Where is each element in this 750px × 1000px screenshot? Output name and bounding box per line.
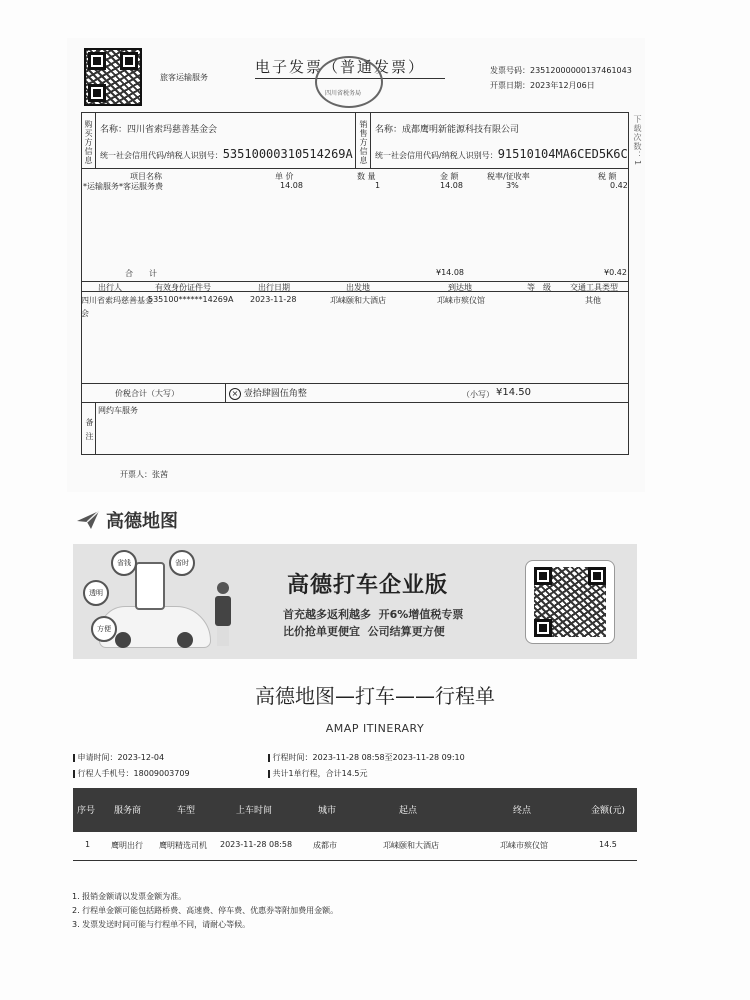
download-count: 下载次数：1 xyxy=(633,115,642,167)
itinerary-subtitle: AMAP ITINERARY xyxy=(325,722,425,735)
th-amount: 金额(元) xyxy=(591,806,626,816)
invoice-category: 旅客运输服务 xyxy=(160,73,208,82)
note-1: 1. 报销金额请以发票金额为准。 xyxy=(72,892,187,901)
th-index: 序号 xyxy=(77,806,96,816)
row-destination: 邛崃市殡仪馆 xyxy=(500,841,548,850)
row-amount: 14.5 xyxy=(599,840,617,849)
banner-line-1: 首充越多返利越多 开6%增值税专票 xyxy=(283,608,464,621)
item-rate: 3% xyxy=(506,181,519,190)
item-header-name: 项目名称 xyxy=(130,172,162,181)
item-header-tax: 税 额 xyxy=(598,172,617,181)
amap-logo-icon xyxy=(75,509,101,531)
buyer-name: 四川省索玛慈善基金会 xyxy=(127,125,218,135)
item-unit-price: 14.08 xyxy=(280,181,303,190)
banner-title: 高德打车企业版 xyxy=(287,573,449,598)
th-provider: 服务商 xyxy=(114,806,142,816)
remarks: 网约车服务 xyxy=(98,406,138,415)
item-tax: 0.42 xyxy=(610,181,628,190)
row-car-type: 鹰明精选司机 xyxy=(159,841,207,850)
item-header-rate: 税率/征收率 xyxy=(487,172,530,181)
item-header-amount: 金 额 xyxy=(440,172,459,181)
seller-id-row: 统一社会信用代码/纳税人识别号：91510104MA6CED5K6C xyxy=(375,147,628,161)
note-3: 3. 发票发送时间可能与行程单不同，请耐心等候。 xyxy=(72,920,251,929)
issue-date: 2023年12月06日 xyxy=(530,81,595,90)
tax-seal: 四川省税务局 xyxy=(315,56,383,108)
seller-name: 成都鹰明新能源科技有限公司 xyxy=(402,125,520,135)
invoice-title: 电子发票（普通发票） xyxy=(255,58,426,76)
th-city: 城市 xyxy=(318,806,337,816)
travel-header-vehicle: 交通工具类型 xyxy=(570,283,618,292)
row-pickup-time: 2023-11-28 08:58 xyxy=(220,840,293,849)
th-car-type: 车型 xyxy=(177,806,196,816)
seller-id: 91510104MA6CED5K6C xyxy=(497,147,628,161)
item-header-price: 单 价 xyxy=(275,172,294,181)
drawer-name: 张茜 xyxy=(152,470,168,479)
buyer-id: 53510000310514269A xyxy=(222,147,353,161)
itinerary-table-header xyxy=(73,788,637,832)
th-origin: 起点 xyxy=(399,806,418,816)
traveler-phone: 行程人手机号：18009003709 xyxy=(73,768,190,779)
tag-save-money: 省钱 xyxy=(111,550,137,576)
apply-time: 申请时间：2023-12-04 xyxy=(73,752,164,763)
invoice-qr-code xyxy=(84,48,142,106)
travel-header-from: 出发地 xyxy=(346,283,370,292)
table-row xyxy=(73,832,637,861)
grand-total-lower: ¥14.50 xyxy=(496,387,531,398)
tag-convenient: 方便 xyxy=(91,616,117,642)
total-tax: ¥0.42 xyxy=(604,268,627,277)
grand-total-upper-row xyxy=(229,386,307,400)
buyer-name-row: 名称：四川省索玛慈善基金会 xyxy=(100,125,218,135)
person-illustration xyxy=(215,582,231,648)
circle-x-icon: × xyxy=(229,388,241,400)
amap-logo xyxy=(75,507,178,533)
th-pickup-time: 上车时间 xyxy=(236,806,273,816)
trip-summary: 共计1单行程，合计14.5元 xyxy=(268,768,367,779)
row-provider: 鹰明出行 xyxy=(111,841,143,850)
banner-qr-code xyxy=(525,560,615,644)
row-city: 成都市 xyxy=(313,841,337,850)
tag-transparent: 透明 xyxy=(83,580,109,606)
traveler-id: 535100******14269A xyxy=(148,295,234,304)
invoice-number-row xyxy=(490,65,632,76)
amap-ad-banner xyxy=(73,544,637,659)
travel-header-id: 有效身份证件号 xyxy=(155,283,211,292)
grand-total-lower-label: （小写） xyxy=(462,390,494,399)
travel-header-date: 出行日期 xyxy=(258,283,290,292)
seller-section-label: 销售方信息 xyxy=(359,120,368,165)
grand-total-upper: 壹拾肆圆伍角整 xyxy=(243,389,307,399)
trip-time: 行程时间：2023-11-28 08:58至2023-11-28 09:10 xyxy=(268,752,465,763)
item-amount: 14.08 xyxy=(440,181,463,190)
travel-header-to: 到达地 xyxy=(448,283,472,292)
car-wheel-icon xyxy=(177,632,193,648)
th-destination: 终点 xyxy=(513,806,532,816)
vehicle-type: 其他 xyxy=(585,296,601,305)
total-amount: ¥14.08 xyxy=(436,268,464,277)
issue-date-label: 开票日期： xyxy=(490,81,530,90)
travel-header-traveler: 出行人 xyxy=(98,283,122,292)
departure: 邛崃颐和大酒店 xyxy=(330,296,386,305)
banner-line-2: 比价抢单更便宜 公司结算更方便 xyxy=(283,625,445,638)
remarks-label: 备注 xyxy=(85,418,94,446)
row-index: 1 xyxy=(85,840,91,849)
phone-illustration xyxy=(135,562,165,610)
invoice-number-label: 发票号码： xyxy=(490,66,530,75)
item-qty: 1 xyxy=(375,181,381,190)
tag-save-time: 省时 xyxy=(169,550,195,576)
buyer-id-row: 统一社会信用代码/纳税人识别号：53510000310514269A xyxy=(100,147,353,161)
item-name: *运输服务*客运服务费 xyxy=(83,182,163,191)
issue-date-row xyxy=(490,80,595,91)
amap-logo-text: 高德地图 xyxy=(106,511,178,532)
grand-total-label: 价税合计（大写） xyxy=(115,389,179,398)
seller-name-row: 名称：成都鹰明新能源科技有限公司 xyxy=(375,125,520,135)
arrival: 邛崃市殡仪馆 xyxy=(437,296,485,305)
item-header-qty: 数 量 xyxy=(357,172,376,181)
itinerary-title: 高德地图—打车——行程单 xyxy=(255,684,495,708)
row-origin: 邛崃颐和大酒店 xyxy=(383,841,439,850)
travel-header-grade: 等 级 xyxy=(527,283,551,292)
traveler-name: 四川省索玛慈善基金会 xyxy=(81,296,153,318)
buyer-section-label: 购买方信息 xyxy=(84,120,93,165)
total-label: 合 计 xyxy=(125,269,157,278)
note-2: 2. 行程单金额可能包括路桥费、高速费、停车费、优惠券等附加费用金额。 xyxy=(72,906,339,915)
travel-date: 2023-11-28 xyxy=(250,295,297,304)
invoice-number: 23512000000137461043 xyxy=(530,66,632,75)
drawer-row: 开票人：张茜 xyxy=(120,470,168,479)
car-wheel-icon xyxy=(115,632,131,648)
